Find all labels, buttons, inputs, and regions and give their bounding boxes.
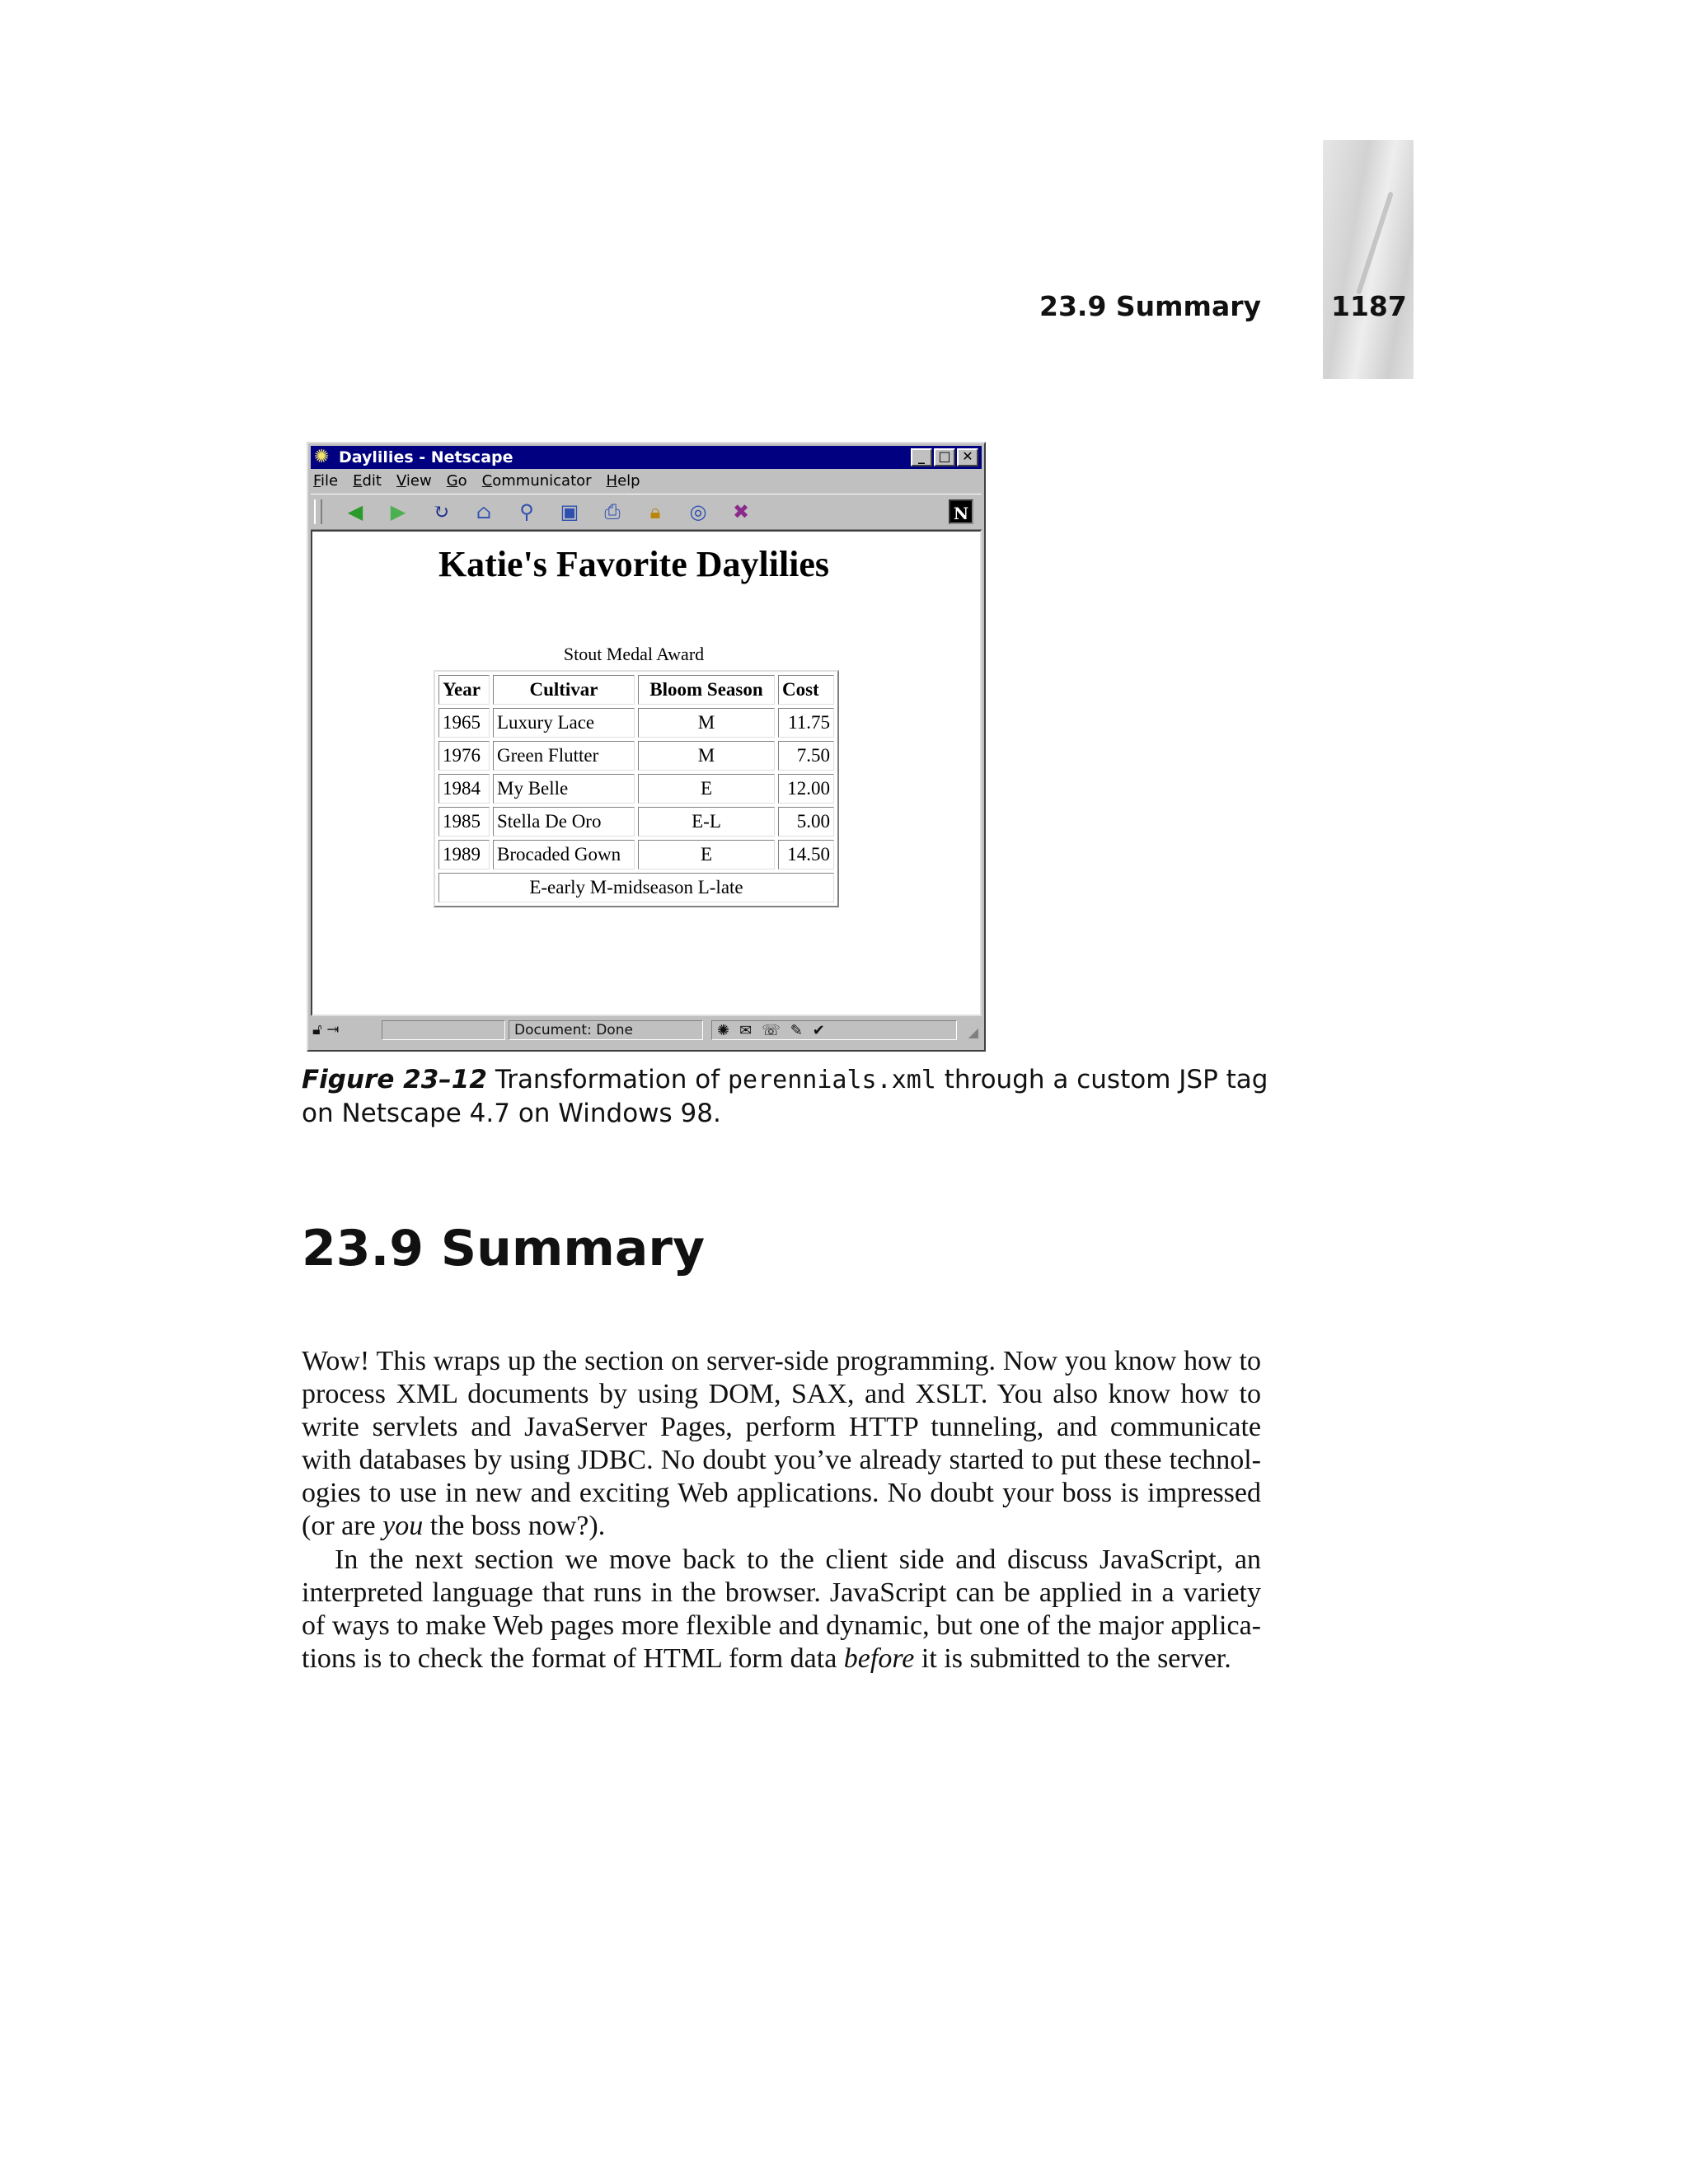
paragraph-1 [302, 1345, 1261, 1543]
cell-cultivar: Green Flutter [493, 741, 635, 771]
cell-cost: 7.50 [778, 741, 834, 771]
cell-year: 1985 [438, 807, 490, 837]
composer-icon[interactable]: ✎ [790, 1022, 803, 1039]
table-caption: Stout Medal Award [563, 644, 705, 664]
legend-cell: E-early M-midseason L-late [438, 873, 834, 902]
menu-communicator[interactable]: Communicator [481, 472, 592, 490]
cell-year: 1965 [438, 708, 490, 738]
paragraph-2-text-end: it is submitted to the server. [921, 1643, 1231, 1674]
my-netscape-icon[interactable]: ▣ [560, 500, 579, 523]
status-text: Document: Done [509, 1020, 703, 1040]
running-head: 23.9 Summary [1039, 290, 1261, 322]
title-bar [311, 446, 982, 469]
column-header-cost: Cost [778, 675, 834, 705]
cell-cultivar: My Belle [493, 774, 635, 804]
thumb-tab-streak [1356, 191, 1394, 294]
mail-icon[interactable]: ✉ [739, 1022, 753, 1039]
home-icon[interactable]: ⌂ [476, 500, 492, 523]
section-heading: 23.9 Summary [302, 1220, 706, 1277]
cell-year: 1984 [438, 774, 490, 804]
paragraph-1-text-end: the boss now?). [429, 1511, 606, 1541]
column-header-cultivar: Cultivar [493, 675, 635, 705]
menu-bar [313, 471, 640, 492]
page-viewport [311, 530, 982, 1016]
toolbar-buttons [342, 499, 754, 524]
cell-cost: 12.00 [778, 774, 834, 804]
page-heading: Katie's Favorite Daylilies [438, 544, 830, 584]
paragraph-2-emphasis: before [843, 1643, 915, 1674]
window-title: Daylilies - Netscape [339, 448, 513, 466]
menu-edit[interactable]: Edit [353, 472, 382, 490]
progress-bar [382, 1020, 505, 1040]
table-row [438, 708, 834, 738]
menu-view[interactable]: View [396, 472, 432, 490]
table-row [438, 741, 834, 771]
thumb-tab [1323, 140, 1414, 379]
window-controls [911, 448, 978, 466]
shop-icon[interactable]: ◎ [689, 500, 707, 523]
navigator-icon[interactable]: ✺ [717, 1022, 730, 1039]
security-status-icon[interactable]: 🔓︎ ⇥ [312, 1021, 340, 1038]
figure-label: Figure 23–12 [302, 1065, 487, 1094]
status-bar [311, 1018, 982, 1044]
paragraph-2-text: In the next section we move back to the client side and discuss JavaScript, an interpreted language that runs in the browser. JavaScript can be applied in a variety of ways to make Web pages more flexible and dynamic, but one of the major applica-tions is to check the format of HTML form data [302, 1544, 1261, 1674]
reload-icon[interactable]: ↻ [432, 500, 450, 523]
cell-cultivar: Luxury Lace [493, 708, 635, 738]
forward-icon[interactable]: ▶ [390, 500, 406, 523]
caption-text-after: through a custom JSP tag on Netscape 4.7 on Windows 98. [302, 1065, 1268, 1128]
paragraph-1-emphasis: you [382, 1511, 424, 1541]
resize-grip[interactable]: ◢ [968, 1024, 978, 1040]
check-icon[interactable]: ✔ [812, 1022, 825, 1039]
netscape-window [307, 442, 986, 1052]
figure-caption [302, 1063, 1274, 1130]
caption-filename: perennials.xml [727, 1066, 936, 1094]
maximize-button[interactable]: □ [934, 448, 955, 466]
table-header-row [438, 675, 834, 705]
column-header-bloom-season: Bloom Season [638, 675, 775, 705]
component-bar [711, 1020, 957, 1040]
back-icon[interactable]: ◀ [347, 500, 363, 523]
menu-help[interactable]: Help [606, 472, 640, 490]
cell-bloom: M [638, 741, 775, 771]
stop-icon[interactable]: ✖ [732, 500, 750, 523]
menu-file[interactable]: File [313, 472, 339, 490]
cell-bloom: E [638, 840, 775, 869]
cell-cost: 5.00 [778, 807, 834, 837]
discussions-icon[interactable]: ☏ [762, 1022, 781, 1039]
toolbar-grip[interactable] [314, 499, 322, 524]
table-footer-row [438, 873, 834, 902]
table-row [438, 840, 834, 869]
table-row [438, 807, 834, 837]
cell-bloom: E-L [638, 807, 775, 837]
daylilies-table [434, 670, 839, 907]
menu-go[interactable]: Go [446, 472, 467, 490]
search-icon[interactable]: ⚲ [519, 500, 534, 523]
cell-cost: 14.50 [778, 840, 834, 869]
cell-year: 1976 [438, 741, 490, 771]
cell-year: 1989 [438, 840, 490, 869]
paragraph-2 [302, 1544, 1261, 1675]
close-button[interactable]: ✕ [957, 448, 978, 466]
cell-cost: 11.75 [778, 708, 834, 738]
minimize-button[interactable]: _ [911, 448, 932, 466]
cell-cultivar: Brocaded Gown [493, 840, 635, 869]
print-icon[interactable]: ⎙ [604, 500, 621, 523]
netscape-logo-icon[interactable]: N [949, 499, 973, 524]
caption-text-before: Transformation of [495, 1065, 720, 1094]
column-header-year: Year [438, 675, 490, 705]
netscape-app-icon: ✺ [314, 447, 330, 467]
table-row [438, 774, 834, 804]
navigation-toolbar [311, 494, 982, 530]
cell-cultivar: Stella De Oro [493, 807, 635, 837]
cell-bloom: E [638, 774, 775, 804]
security-icon[interactable]: 🔒︎ [649, 500, 661, 523]
paragraph-1-text: Wow! This wraps up the section on server-side programming. Now you know how to process XML documents by using DOM, SAX, and XSLT. You also know how to write servlets and JavaServer Pages, perform HTTP tunneling, and communicate with databases by using JDBC. No doubt you’ve already started to put these technol-ogies to use in new and exciting Web applications. No doubt your boss is impressed (or are [302, 1346, 1261, 1541]
cell-bloom: M [638, 708, 775, 738]
page-number: 1187 [1331, 290, 1407, 322]
